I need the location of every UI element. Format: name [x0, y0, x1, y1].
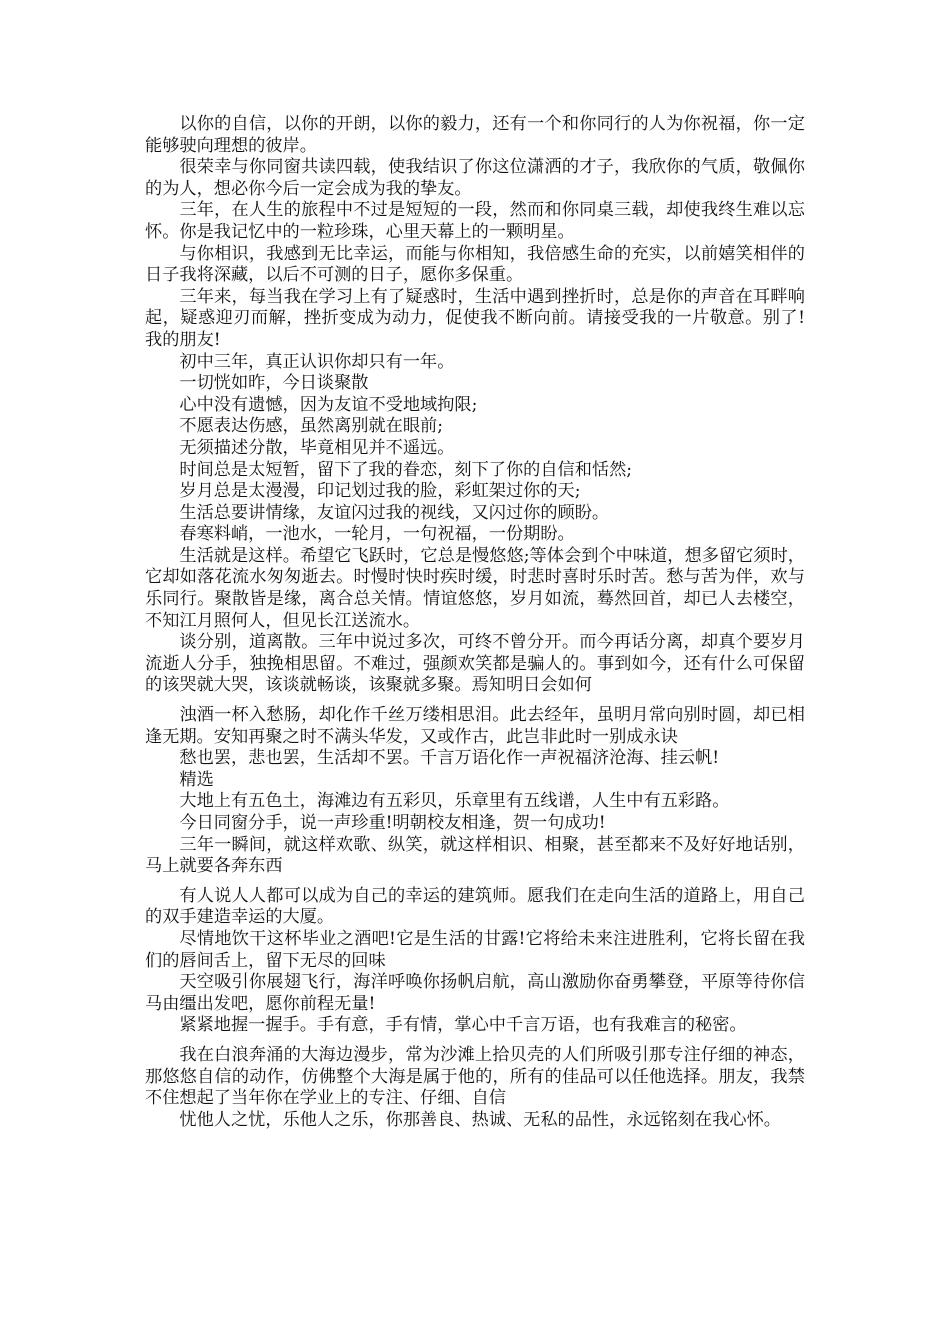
paragraph: 三年来，每当我在学习上有了疑惑时，生活中遇到挫折时，总是你的声音在耳畔响起，疑惑迎刃而解，挫折变成为动力，促使我不断向前。请接受我的一片敬意。别了!我的朋友! [145, 286, 805, 350]
paragraph: 愁也罢，悲也罢，生活却不罢。千言万语化作一声祝福济沧海、挂云帆! [179, 748, 720, 769]
paragraph: 忧他人之忧，乐他人之乐，你那善良、热诚、无私的品性，永远铭刻在我心怀。 [179, 1109, 781, 1130]
paragraph: 以你的自信，以你的开朗，以你的毅力，还有一个和你同行的人为你祝福，你一定能够驶向理想的彼岸。 [145, 114, 805, 156]
paragraph: 不愿表达伤感，虽然离别就在眼前; [179, 416, 443, 437]
paragraph: 今日同窗分手，说一声珍重!明朝校友相逢，贺一句成功! [179, 813, 606, 833]
paragraph: 很荣幸与你同窗共读四载，使我结识了你这位潇洒的才子，我欣你的气质，敬佩你的为人，想必你今后一定会成为我的挚友。 [145, 157, 805, 199]
paragraph: 有人说人人都可以成为自己的幸运的建筑师。愿我们在走向生活的道路上，用自己的双手建造幸运的大厦。 [145, 885, 805, 928]
paragraph: 三年，在人生的旅程中不过是短短的一段，然而和你同桌三载，却使我终生难以忘怀。你是我记忆中的一粒珍珠，心里天幕上的一颗明星。 [145, 200, 805, 242]
paragraph: 紧紧地握一握手。手有意，手有情，掌心中千言万语，也有我难言的秘密。 [179, 1015, 747, 1036]
paragraph: 心中没有遗憾，因为友谊不受地域拘限; [179, 394, 478, 415]
paragraph: 时间总是太短暂，留下了我的眷恋，刻下了你的自信和恬然; [179, 459, 633, 480]
paragraph: 与你相识，我感到无比幸运，而能与你相知，我倍感生命的充实，以前嬉笑相伴的日子我将深藏，以后不可测的日子，愿你多保重。 [145, 243, 805, 286]
section-heading: 精选 [179, 769, 214, 790]
paragraph: 三年一瞬间，就这样欢歌、纵笑，就这样相识、相聚，甚至都来不及好好地话别，马上就要各奔东西 [145, 834, 805, 877]
paragraph: 尽情地饮干这杯毕业之酒吧!它是生活的甘露!它将给未来注进胜利，它将长留在我们的唇间舌上，留下无尽的回味 [145, 928, 805, 971]
paragraph: 生活就是这样。希望它飞跃时，它总是慢悠悠;等体会到个中味道，想多留它须时，它却如落花流水匆匆逝去。时慢时快时疾时缓，时悲时喜时乐时苦。愁与苦为伴，欢与乐同行。聚散皆是缘，离合总关情。情谊悠悠，岁月如流，蓦然回首，却已人去楼空，不知江月照何人，但见长江送流水。 [145, 545, 805, 631]
paragraph: 一切恍如昨，今日谈聚散 [179, 373, 369, 394]
document-page [145, 114, 805, 1131]
paragraph: 浊酒一杯入愁肠，却化作千丝万缕相思泪。此去经年，虽明月常向别时圆，却已相逢无期。安知再聚之时不满头华发，又或作古，此岂非此时一别成永诀 [145, 705, 805, 747]
paragraph: 天空吸引你展翅飞行，海洋呼唤你扬帆启航，高山激励你奋勇攀登，平原等待你信马由缰出发吧，愿你前程无量! [145, 972, 805, 1014]
paragraph: 无须描述分散，毕竟相见并不遥远。 [179, 437, 455, 458]
paragraph: 谈分别，道离散。三年中说过多次，可终不曾分开。而今再话分离，却真个要岁月流逝人分手，独挽相思留。不难过，强颜欢笑都是骗人的。事到如今，还有什么可保留的该哭就大哭，该谈就畅谈，该聚就多聚。焉知明日会如何 [145, 632, 805, 696]
paragraph: 春寒料峭，一池水，一轮月，一句祝福，一份期盼。 [179, 524, 575, 545]
paragraph: 我在白浪奔涌的大海边漫步，常为沙滩上拾贝壳的人们所吸引那专注仔细的神态，那悠悠自信的动作，仿佛整个大海是属于他的，所有的佳品可以任他选择。朋友，我禁不住想起了当年你在学业上的专注、仔细、自信 [145, 1044, 805, 1109]
paragraph: 生活总要讲情缘，友谊闪过我的视线，又闪过你的顾盼。 [179, 502, 610, 523]
paragraph: 岁月总是太漫漫，印记划过我的脸，彩虹架过你的天; [179, 481, 581, 502]
paragraph: 初中三年，真正认识你却只有一年。 [179, 351, 455, 372]
paragraph: 大地上有五色土，海滩边有五彩贝，乐章里有五线谱，人生中有五彩路。 [179, 791, 730, 812]
